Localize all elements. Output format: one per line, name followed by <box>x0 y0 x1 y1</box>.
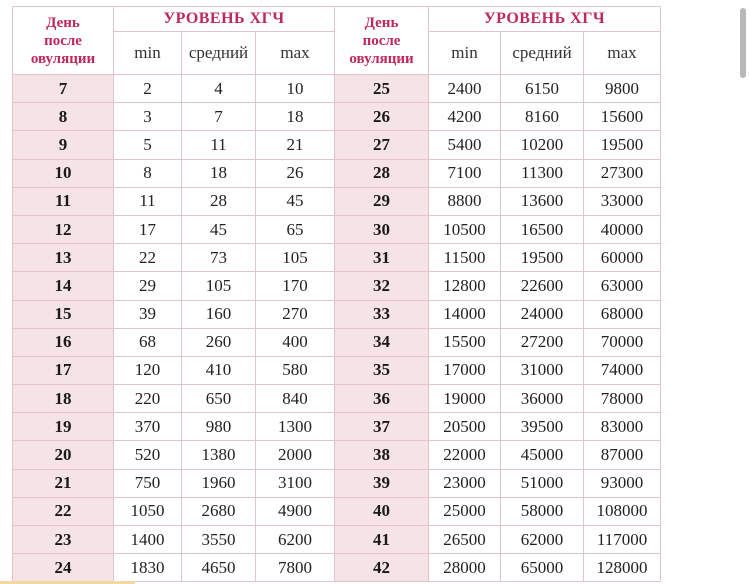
avg-cell: 18 <box>182 159 256 187</box>
avg-cell: 8160 <box>501 103 584 131</box>
hcg-table-container <box>12 6 660 582</box>
min-cell: 7100 <box>429 159 501 187</box>
day-cell: 30 <box>335 215 429 243</box>
max-cell: 21 <box>256 131 335 159</box>
min-cell: 11 <box>114 187 182 215</box>
min-cell: 68 <box>114 328 182 356</box>
avg-cell: 36000 <box>501 385 584 413</box>
day-cell: 31 <box>335 244 429 272</box>
avg-cell: 45 <box>182 215 256 243</box>
header-row-top <box>13 7 661 32</box>
max-header-left: max <box>256 32 335 75</box>
day-cell: 33 <box>335 300 429 328</box>
table-row <box>13 554 661 582</box>
day-cell: 20 <box>13 441 114 469</box>
max-cell: 65 <box>256 215 335 243</box>
day-header-line: овуляции <box>349 50 414 67</box>
day-cell: 28 <box>335 159 429 187</box>
max-cell: 2000 <box>256 441 335 469</box>
table-row <box>13 131 661 159</box>
max-cell: 15600 <box>584 103 661 131</box>
table-row <box>13 103 661 131</box>
avg-cell: 39500 <box>501 413 584 441</box>
min-cell: 220 <box>114 385 182 413</box>
avg-cell: 1380 <box>182 441 256 469</box>
day-cell: 37 <box>335 413 429 441</box>
day-cell: 17 <box>13 356 114 384</box>
day-cell: 24 <box>13 554 114 582</box>
max-cell: 74000 <box>584 356 661 384</box>
day-header-line: овуляции <box>30 50 96 67</box>
day-header-line: после <box>44 32 82 49</box>
max-cell: 87000 <box>584 441 661 469</box>
min-cell: 20500 <box>429 413 501 441</box>
max-cell: 33000 <box>584 187 661 215</box>
day-header-right <box>335 7 429 75</box>
avg-cell: 105 <box>182 272 256 300</box>
max-cell: 105 <box>256 244 335 272</box>
day-cell: 18 <box>13 385 114 413</box>
max-header-right: max <box>584 32 661 75</box>
min-cell: 28000 <box>429 554 501 582</box>
min-cell: 12800 <box>429 272 501 300</box>
table-row <box>13 526 661 554</box>
max-cell: 3100 <box>256 469 335 497</box>
min-cell: 5400 <box>429 131 501 159</box>
day-cell: 25 <box>335 75 429 103</box>
max-cell: 1300 <box>256 413 335 441</box>
avg-cell: 58000 <box>501 497 584 525</box>
min-cell: 1400 <box>114 526 182 554</box>
min-cell: 520 <box>114 441 182 469</box>
min-cell: 22000 <box>429 441 501 469</box>
day-cell: 27 <box>335 131 429 159</box>
day-cell: 34 <box>335 328 429 356</box>
avg-cell: 73 <box>182 244 256 272</box>
min-cell: 4200 <box>429 103 501 131</box>
table-row <box>13 244 661 272</box>
day-cell: 11 <box>13 187 114 215</box>
min-cell: 14000 <box>429 300 501 328</box>
avg-header-right: средний <box>501 32 584 75</box>
max-cell: 9800 <box>584 75 661 103</box>
day-header-line: День <box>364 14 399 31</box>
min-cell: 10500 <box>429 215 501 243</box>
table-row <box>13 469 661 497</box>
avg-cell: 10200 <box>501 131 584 159</box>
min-cell: 22 <box>114 244 182 272</box>
table-row <box>13 413 661 441</box>
day-cell: 23 <box>13 526 114 554</box>
day-cell: 39 <box>335 469 429 497</box>
table-row <box>13 159 661 187</box>
max-cell: 128000 <box>584 554 661 582</box>
level-header-right: УРОВЕНЬ ХГЧ <box>429 7 661 32</box>
avg-cell: 28 <box>182 187 256 215</box>
max-cell: 400 <box>256 328 335 356</box>
table-row <box>13 441 661 469</box>
avg-cell: 3550 <box>182 526 256 554</box>
hcg-levels-table <box>12 6 661 582</box>
min-cell: 29 <box>114 272 182 300</box>
day-cell: 22 <box>13 497 114 525</box>
min-cell: 2 <box>114 75 182 103</box>
max-cell: 27300 <box>584 159 661 187</box>
table-row <box>13 272 661 300</box>
table-row <box>13 187 661 215</box>
day-cell: 32 <box>335 272 429 300</box>
min-cell: 8 <box>114 159 182 187</box>
day-cell: 13 <box>13 244 114 272</box>
day-cell: 38 <box>335 441 429 469</box>
max-cell: 170 <box>256 272 335 300</box>
min-cell: 39 <box>114 300 182 328</box>
min-cell: 23000 <box>429 469 501 497</box>
avg-cell: 22600 <box>501 272 584 300</box>
avg-cell: 27200 <box>501 328 584 356</box>
min-cell: 26500 <box>429 526 501 554</box>
max-cell: 70000 <box>584 328 661 356</box>
avg-cell: 410 <box>182 356 256 384</box>
day-header-left <box>13 7 114 75</box>
avg-cell: 6150 <box>501 75 584 103</box>
min-cell: 750 <box>114 469 182 497</box>
day-cell: 8 <box>13 103 114 131</box>
avg-cell: 2680 <box>182 497 256 525</box>
day-cell: 40 <box>335 497 429 525</box>
min-cell: 17000 <box>429 356 501 384</box>
max-cell: 83000 <box>584 413 661 441</box>
min-cell: 370 <box>114 413 182 441</box>
avg-cell: 16500 <box>501 215 584 243</box>
day-cell: 14 <box>13 272 114 300</box>
day-cell: 16 <box>13 328 114 356</box>
avg-cell: 4650 <box>182 554 256 582</box>
table-row <box>13 300 661 328</box>
day-cell: 41 <box>335 526 429 554</box>
max-cell: 45 <box>256 187 335 215</box>
day-cell: 21 <box>13 469 114 497</box>
avg-cell: 4 <box>182 75 256 103</box>
min-cell: 5 <box>114 131 182 159</box>
table-row <box>13 356 661 384</box>
max-cell: 93000 <box>584 469 661 497</box>
avg-cell: 650 <box>182 385 256 413</box>
level-header-left: УРОВЕНЬ ХГЧ <box>114 7 335 32</box>
day-header-line: День <box>46 14 80 31</box>
max-cell: 580 <box>256 356 335 384</box>
table-body <box>13 75 661 582</box>
table-row <box>13 328 661 356</box>
min-cell: 1830 <box>114 554 182 582</box>
avg-cell: 24000 <box>501 300 584 328</box>
table-row <box>13 215 661 243</box>
max-cell: 26 <box>256 159 335 187</box>
max-cell: 68000 <box>584 300 661 328</box>
min-cell: 8800 <box>429 187 501 215</box>
day-cell: 10 <box>13 159 114 187</box>
table-row <box>13 385 661 413</box>
min-cell: 1050 <box>114 497 182 525</box>
min-cell: 3 <box>114 103 182 131</box>
max-cell: 18 <box>256 103 335 131</box>
avg-cell: 62000 <box>501 526 584 554</box>
min-header-left: min <box>114 32 182 75</box>
avg-cell: 160 <box>182 300 256 328</box>
scrollbar-thumb[interactable] <box>740 8 746 78</box>
avg-cell: 11 <box>182 131 256 159</box>
max-cell: 108000 <box>584 497 661 525</box>
min-cell: 25000 <box>429 497 501 525</box>
avg-cell: 65000 <box>501 554 584 582</box>
min-cell: 15500 <box>429 328 501 356</box>
max-cell: 117000 <box>584 526 661 554</box>
avg-cell: 31000 <box>501 356 584 384</box>
min-cell: 2400 <box>429 75 501 103</box>
avg-cell: 1960 <box>182 469 256 497</box>
day-cell: 15 <box>13 300 114 328</box>
max-cell: 60000 <box>584 244 661 272</box>
day-cell: 19 <box>13 413 114 441</box>
avg-cell: 11300 <box>501 159 584 187</box>
min-cell: 11500 <box>429 244 501 272</box>
max-cell: 63000 <box>584 272 661 300</box>
max-cell: 4900 <box>256 497 335 525</box>
avg-header-left: средний <box>182 32 256 75</box>
min-cell: 17 <box>114 215 182 243</box>
avg-cell: 7 <box>182 103 256 131</box>
max-cell: 10 <box>256 75 335 103</box>
day-cell: 29 <box>335 187 429 215</box>
max-cell: 270 <box>256 300 335 328</box>
table-row <box>13 497 661 525</box>
avg-cell: 980 <box>182 413 256 441</box>
avg-cell: 45000 <box>501 441 584 469</box>
min-header-right: min <box>429 32 501 75</box>
day-cell: 42 <box>335 554 429 582</box>
day-cell: 35 <box>335 356 429 384</box>
day-header-line: после <box>362 32 401 49</box>
day-cell: 36 <box>335 385 429 413</box>
max-cell: 19500 <box>584 131 661 159</box>
day-cell: 7 <box>13 75 114 103</box>
avg-cell: 13600 <box>501 187 584 215</box>
max-cell: 6200 <box>256 526 335 554</box>
day-cell: 9 <box>13 131 114 159</box>
avg-cell: 260 <box>182 328 256 356</box>
min-cell: 19000 <box>429 385 501 413</box>
day-cell: 12 <box>13 215 114 243</box>
min-cell: 120 <box>114 356 182 384</box>
table-row <box>13 75 661 103</box>
avg-cell: 19500 <box>501 244 584 272</box>
day-cell: 26 <box>335 103 429 131</box>
max-cell: 40000 <box>584 215 661 243</box>
avg-cell: 51000 <box>501 469 584 497</box>
max-cell: 7800 <box>256 554 335 582</box>
max-cell: 78000 <box>584 385 661 413</box>
max-cell: 840 <box>256 385 335 413</box>
